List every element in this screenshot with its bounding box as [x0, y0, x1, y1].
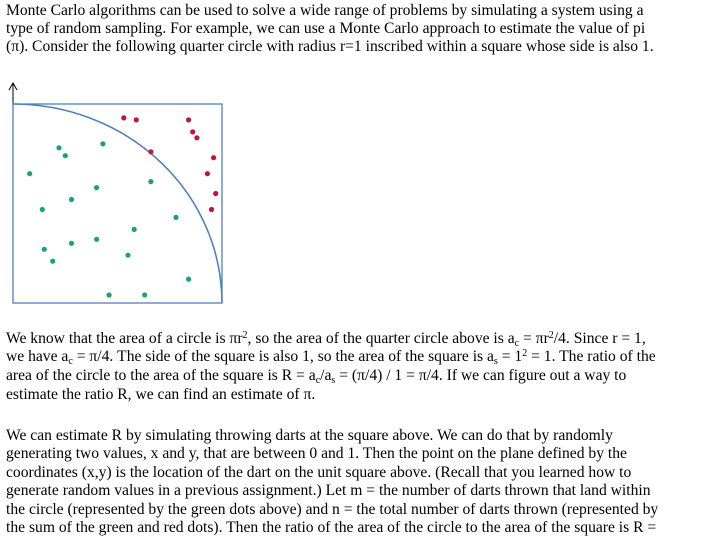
text: = 1. The ratio of the [527, 348, 656, 365]
green-dart-dot [186, 277, 191, 282]
red-dart-dot [205, 171, 210, 176]
green-dart-dot [50, 259, 55, 264]
text: We know that the area of a circle is πr [6, 330, 243, 347]
text: = πr [519, 330, 549, 347]
subscript: s [331, 375, 336, 386]
para1-line-4: estimate the ratio R, we can find an estimate of π. [6, 386, 316, 403]
green-dart-dot [148, 179, 153, 184]
para2-line-2: generating two values, x and y, that are between 0 and 1. Then the point on the plane defined by the [6, 445, 627, 462]
intro-line-2: type of random sampling. For example, we can use a Monte Carlo approach to estimate the value of pi [6, 20, 646, 37]
para1-line-2 [6, 348, 656, 366]
unit-square [13, 104, 222, 303]
text: = π/4. The side of the square is also 1, so the area of the square is a [72, 348, 494, 365]
para2-line-1: We can estimate R by simulating throwing darts at the square above. We can do that by randomly [6, 427, 613, 444]
green-dart-dot [132, 227, 137, 232]
subscript: c [68, 356, 73, 367]
para1-line-1 [6, 330, 646, 348]
green-dart-dot [69, 197, 74, 202]
red-dart-dot [213, 191, 218, 196]
red-dart-dot [148, 149, 153, 154]
green-dart-dot [27, 171, 32, 176]
green-dart-dot [69, 241, 74, 246]
red-dart-dot [134, 117, 139, 122]
green-dart-dot [100, 141, 105, 146]
superscript: 2 [522, 348, 528, 359]
red-dart-dot [211, 155, 216, 160]
green-dart-dot [107, 292, 112, 297]
para2-line-5: the circle (represented by the green dots above) and n = the total number of darts thrown (represented by [6, 501, 659, 518]
subscript: s [493, 356, 498, 367]
text: /a [320, 367, 332, 384]
text: we have a [6, 348, 69, 365]
para2-line-4: generate random values in a previous assignment.) Let m = the number of darts thrown that land within [6, 482, 651, 499]
quarter-circle-figure [0, 78, 240, 306]
red-dots-group [121, 115, 218, 212]
green-dart-dot [40, 207, 45, 212]
red-dart-dot [121, 115, 126, 120]
subscript: c [315, 375, 321, 386]
green-dart-dot [94, 237, 99, 242]
text: = 1 [497, 348, 523, 365]
intro-line-3: (π). Consider the following quarter circle with radius r=1 inscribed within a square whose side is also 1. [6, 38, 654, 55]
superscript: 2 [548, 330, 554, 341]
green-dart-dot [173, 215, 178, 220]
green-dart-dot [56, 145, 61, 150]
text: area of the circle to the area of the square is R = a [6, 367, 316, 384]
text: /4. Since r = 1, [553, 330, 646, 347]
subscript: c [514, 338, 520, 349]
green-dart-dot [63, 153, 68, 158]
red-dart-dot [190, 129, 195, 134]
red-dart-dot [194, 135, 199, 140]
text: = (π/4) / 1 = π/4. If we can figure out a way to [335, 367, 627, 384]
green-dart-dot [125, 253, 130, 258]
red-dart-dot [209, 207, 214, 212]
para2-line-3: coordinates (x,y) is the location of the dart on the unit square above. (Recall that you learned how to [6, 464, 632, 481]
quarter-circle-arc [13, 104, 222, 303]
para1-line-3 [6, 367, 626, 385]
superscript: 2 [242, 330, 248, 341]
red-dart-dot [186, 117, 191, 122]
para2-line-6: the sum of the green and red dots). Then the ratio of the area of the circle to the area of the square is R = [6, 519, 657, 536]
green-dart-dot [94, 185, 99, 190]
green-dart-dot [142, 292, 147, 297]
green-dart-dot [42, 247, 47, 252]
text: , so the area of the quarter circle above is a [247, 330, 515, 347]
green-dots-group [27, 141, 191, 297]
intro-line-1: Monte Carlo algorithms can be used to solve a wide range of problems by simulating a system using a [6, 2, 644, 19]
